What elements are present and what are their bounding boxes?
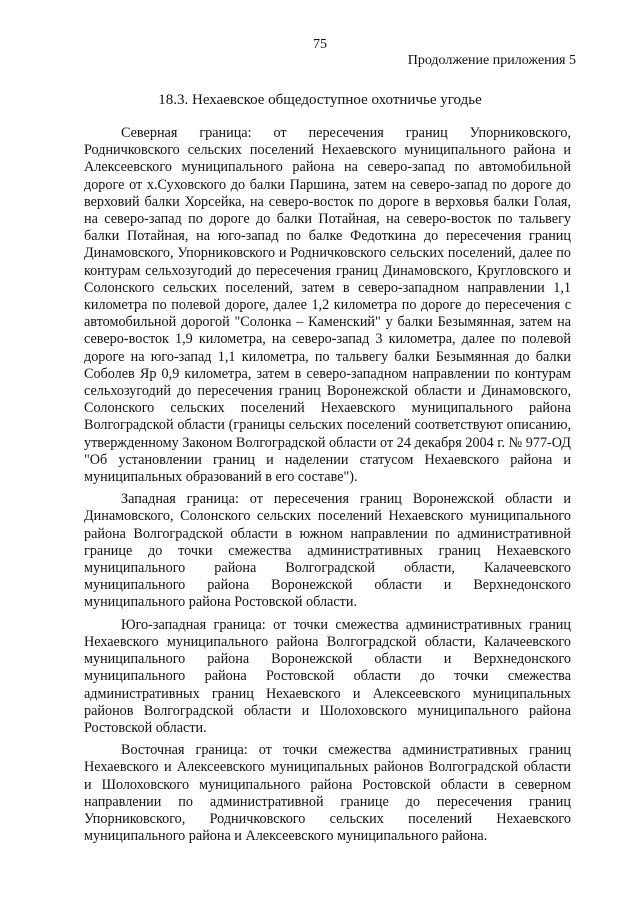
document-body (84, 125, 571, 850)
paragraph-eastern-border: Восточная граница: от точки смежества административных границ Нехаевского и Алексеевского муниципальных районов Волгоградской области и Шолоховского муниципального района Ростовской области в северном направлении по административной границе до пересечения границ Упорниковского, Родничковского сельских поселений Нехаевского муниципального района и Алексеевского муниципального района. (84, 742, 571, 845)
section-title: 18.3. Нехаевское общедоступное охотничье угодье (158, 92, 482, 108)
page-number: 75 (313, 37, 327, 52)
paragraph-northern-border: Северная граница: от пересечения границ Упорниковского, Родничковского сельских поселений Нехаевского муниципального района и Алексеевского муниципального района на северо-запад по автомобильной дороге от х.Суховского до балки Паршина, затем на северо-запад по дороге до верховий балки Хорсейка, на северо-восток по дороге в верховья балки Голая, на северо-запад по дороге до балки Потайная, на северо-восток по тальвегу балки Потайная, на юго-запад по балке Федоткина до пересечения границ Динамовского, Упорниковского и Родничковского сельских поселений, далее по контурам сельхозугодий до пересечения границ Динамовского, Кругловского и Солонского сельских поселений, затем в северо-западном направлении 1,1 километра по полевой дороге, далее 1,2 километра по дороге до пересечения с автомобильной дорогой "Солонка – Каменский" у балки Безымянная, затем на северо-восток 1,9 километра, на северо-запад 3 километра, далее по полевой дороге на юго-запад 1,1 километра, по тальвегу балки Безымянная до балки Соболев Яр 0,9 километра, затем в северо-западном направлении по контурам сельхозугодий до пересечения границ Воронежской области и Динамовского, Солонского сельских поселений Нехаевского муниципального района Волгоградской области (границы сельских поселений соответствуют описанию, утвержденному Законом Волгоградской области от 24 декабря 2004 г. № 977-ОД "Об установлении границ и наделении статусом Нехаевского района и муниципальных образований в его составе"). (84, 125, 571, 486)
paragraph-southwestern-border: Юго-западная граница: от точки смежества административных границ Нехаевского муниципального района Волгоградской области, Калачеевского муниципального района Воронежской области и Верхнедонского муниципального района Ростовской области до точки смежества административных границ Нехаевского и Алексеевского муниципальных районов Волгоградской области и Шолоховского муниципального района Ростовской области. (84, 616, 571, 736)
appendix-continuation-note: Продолжение приложения 5 (407, 53, 576, 68)
paragraph-western-border: Западная граница: от пересечения границ Воронежской области и Динамовского, Солонского сельских поселений Нехаевского муниципального района Волгоградской области в южном направлении по административной границе до точки смежества административных границ Нехаевского муниципального района Волгоградской области, Калачеевского муниципального района Воронежской области и Верхнедонского муниципального района Ростовской области. (84, 491, 571, 611)
